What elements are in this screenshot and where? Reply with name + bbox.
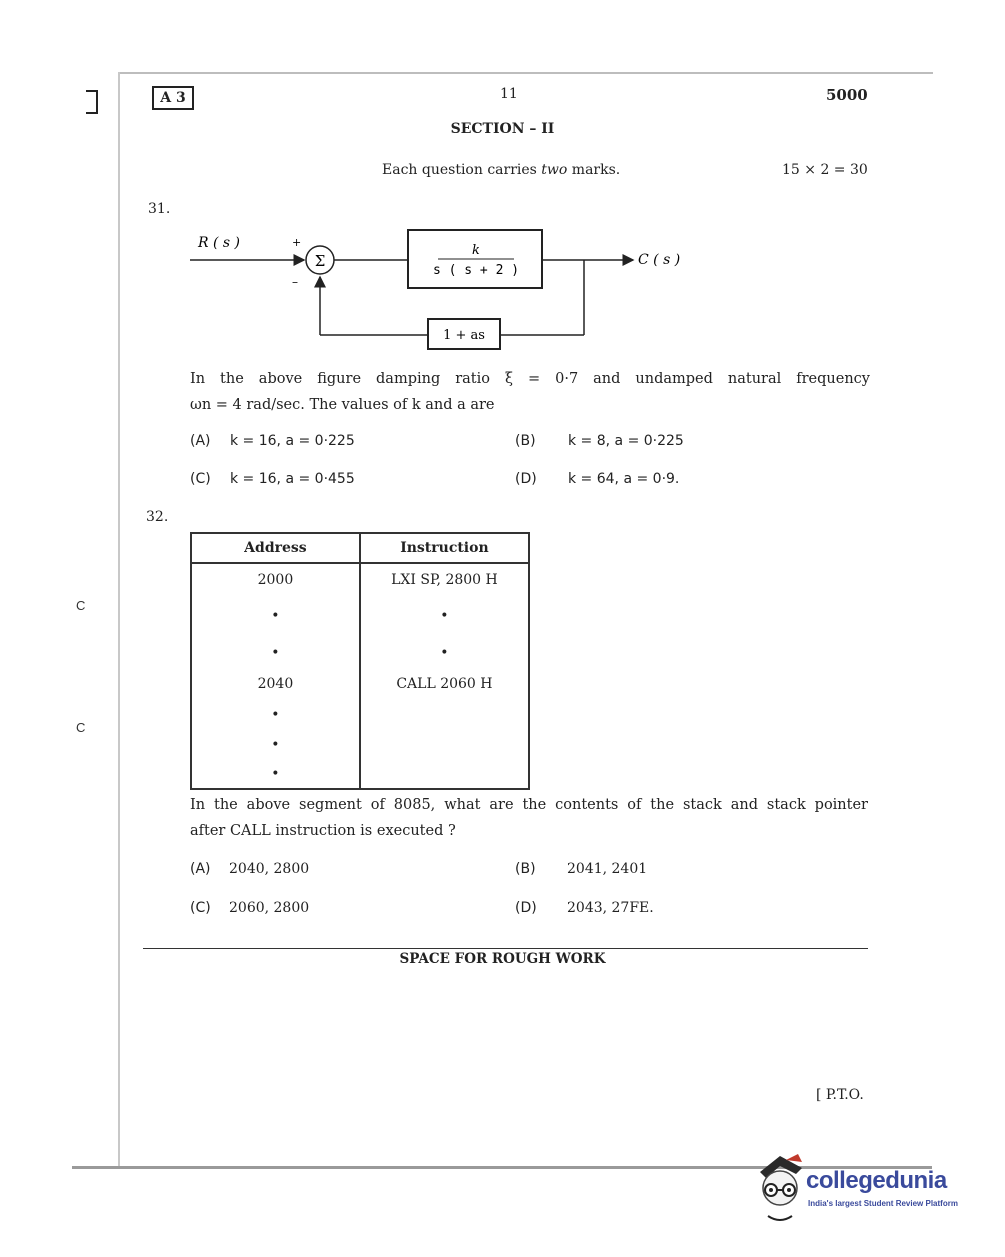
forward-numerator: k	[472, 243, 480, 258]
header-address: Address	[191, 533, 360, 563]
booklet-code: A 3	[152, 86, 194, 110]
paper-code: 5000	[826, 86, 868, 104]
question-number: 32.	[146, 509, 169, 525]
option-value: 2043, 27FE.	[567, 900, 654, 916]
rough-work-divider	[143, 948, 868, 949]
question-text-line: after CALL instruction is executed ?	[190, 823, 456, 839]
instruction-cell: CALL 2060 H	[360, 669, 529, 699]
section-marks: 15 × 2 = 30	[782, 162, 868, 178]
table-row	[191, 759, 529, 789]
collegedunia-mascot-icon	[752, 1150, 808, 1222]
feedback-label: 1 + as	[443, 328, 485, 343]
option-value: k = 16, a = 0·225	[230, 433, 355, 449]
block-diagram	[190, 222, 681, 352]
minus-sign: –	[292, 275, 298, 289]
address-cell: 2040	[191, 669, 360, 699]
address-cell: 2000	[191, 563, 360, 595]
margin-mark: C	[76, 720, 86, 735]
margin-mark: C	[76, 598, 86, 613]
section-title: SECTION – II	[450, 121, 555, 137]
logo-wordmark: collegedunia	[806, 1167, 947, 1194]
table-row	[191, 563, 529, 595]
option-value: 2040, 2800	[229, 861, 310, 877]
option-label: (A)	[190, 861, 211, 877]
page-edge-left	[118, 72, 120, 1167]
sigma-symbol: Σ	[314, 252, 326, 270]
instructions: Each question carries two marks.	[382, 162, 621, 178]
address-cell: •	[191, 699, 360, 731]
address-cell: •	[191, 759, 360, 789]
option-label: (D)	[515, 900, 537, 916]
instruction-cell: LXI SP, 2800 H	[360, 563, 529, 595]
instruction-cell	[360, 759, 529, 789]
page-number: 11	[500, 86, 518, 102]
input-label: R ( s )	[198, 235, 240, 251]
table-row	[191, 637, 529, 669]
address-cell: •	[191, 595, 360, 637]
plus-sign: +	[292, 236, 302, 249]
option-label: (D)	[515, 471, 537, 487]
option-label: (A)	[190, 433, 211, 449]
option-label: (B)	[515, 433, 536, 449]
logo-tagline: India's largest Student Review Platform	[808, 1199, 958, 1208]
table-row	[191, 669, 529, 699]
option-value: k = 8, a = 0·225	[568, 433, 684, 449]
option-value: 2060, 2800	[229, 900, 310, 916]
question-text-line: In the above figure damping ratio ξ = 0·7 and undamped natural frequency	[190, 371, 870, 387]
pto-label: [ P.T.O.	[816, 1087, 864, 1103]
instruction-cell	[360, 699, 529, 731]
question-text-line: ωn = 4 rad/sec. The values of k and a are	[190, 397, 495, 413]
output-label: C ( s )	[638, 252, 681, 268]
binding-bracket	[86, 90, 98, 114]
question-number: 31.	[148, 201, 171, 217]
table-row	[191, 731, 529, 759]
header-instruction: Instruction	[360, 533, 529, 563]
option-label: (C)	[190, 471, 211, 487]
option-value: k = 16, a = 0·455	[230, 471, 355, 487]
instruction-cell: •	[360, 637, 529, 669]
table-header-row	[191, 533, 529, 563]
instruction-cell	[360, 731, 529, 759]
option-label: (C)	[190, 900, 211, 916]
address-cell: •	[191, 637, 360, 669]
option-value: 2041, 2401	[567, 861, 648, 877]
table-row	[191, 595, 529, 637]
rough-work-label: SPACE FOR ROUGH WORK	[399, 951, 606, 967]
instruction-cell: •	[360, 595, 529, 637]
option-label: (B)	[515, 861, 536, 877]
table-row	[191, 699, 529, 731]
instruction-table	[190, 532, 530, 790]
forward-denominator: s ( s + 2 )	[432, 263, 520, 278]
option-value: k = 64, a = 0·9.	[568, 471, 680, 487]
address-cell: •	[191, 731, 360, 759]
question-text-line: In the above segment of 8085, what are the contents of the stack and stack pointer	[190, 797, 868, 813]
page-edge-top	[118, 72, 933, 74]
